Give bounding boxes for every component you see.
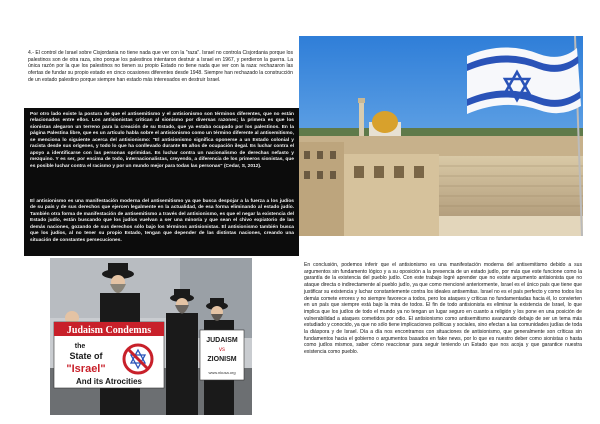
top-paragraph: 4.- El control de Israel sobre Cisjordania no tiene nada que ver con la "raza". Israel no controla Cisjordania porque los palestinos son de otra raza, sino porque los palestinos intentaron destruir a Israel en 1967, y perdieron la guerra. La única razón por la que los palestinos no tienen su propio Estado no tiene nada que ver con la raza: rechazaron las ofertas de fundar su propio estado en cinco ocasiones diferentes desde 1948. Siempre han rechazado la construcción de un estado palestino porque siempre han estado más interesados en destruir Israel. — [28, 50, 293, 83]
protest-photo — [50, 258, 252, 415]
protest-sign-side — [200, 330, 244, 380]
side-sign-web: www.nkusa.org — [208, 370, 236, 375]
side-sign-line3: ZIONISM — [207, 356, 237, 363]
protest-sign-main — [54, 322, 164, 388]
sign-line3: State of — [69, 351, 103, 361]
conclusion-paragraph: En conclusión, podemos inferir que el antisionismo es una manifestación moderna del antisemitismo debido a sus argumentos sin fundamento lógico y a su oposición a la presencia de un estado judío, por más que este funcione como la garantía de la existencia del pueblo judío. Con este trabajo logré aprender que no existe argumento antisionista que no ataque directa o indirectamente al pueblo judío, ya que como mencioné anteriormente, Israel es el único país que tiene que justificar su existencia y luchar constantemente contra los ideales antisemitas. Israel no es el país perfecto y como todos los demás comete errores y no siempre favorece a todos, pero los ataques y críticas no fundamentadas hacia él, lo convierten en un país que siempre está bajo la mira de todos. El fin de todo antisionista es eliminar la existencia de Israel, lo que implica que los judíos de todo el mundo ya no tengan un lugar seguro en cuanto a religión y los pone en una posición de vulnerabilidad a ataques cometidos por odio. El antisionismo como antisemitismo avanzando debajo de ser un tema más estudiado y conocido, ya que no sólo tiene implicaciones políticas y sociales, sino efectan a las comunidades judías de toda la diáspora y de Israel. Día a día nos encontramos con situaciones de antisionismo, que generalmente son críticas sin fundamentos hacia el gobierno o argumentos basados en fake news, por lo que es nuestro deber como sionistas o hasta como judíos mismos, saber cómo reaccionar para seguir teniendo un Estado que nos acoja y que garantice nuestra existencia como pueblo. — [304, 262, 582, 356]
jerusalem-flag-photo — [299, 36, 583, 236]
band-paragraph-2: El antisionismo es una manifestación moderna del antisemitismo ya que busca despojar a la fuerza a los judíos de su país y de sus derechos que ejercen legalmente en la actualidad, de esa forma eliminando al estado judío. También otra forma de manifestación de antisemitismo a través del antisionismo, es que el negar la existencia del Estado judío, están buscando que los judíos vuelvan a ser una minoría y que sean el chivo expiatorio de las demás naciones, gozando de sus derechos sólo bajo los términos antisionistas. El antisionismo también busca que los judíos, al no tener su propio Estado, tengan que depender de las distintas naciones, creando una situación de constantes persecuciones. — [30, 199, 294, 243]
sign-line1: Judaism Condemns — [66, 325, 152, 336]
side-sign-line2: vs — [219, 347, 225, 353]
band-paragraph-1: Por otro lado existe la postura de que el antisemitismo y el antisionismo son términos diferentes, que no están relacionados entre ellos. Los antisionistas critican al sionismo por diversas razones; la primera es que los sionistas alegaron un terreno para la creación de su Estado, que ya estaba ocupado por los palestinos. En la página Palestina libre, que es un artículo habla sobre el antisionismo como un término diferente al antisemitismo, se menciona lo siguiente acerca del antisionismo: "El antisionismo significa oponerse a un Estado colonial y racista desde sus orígenes, y todo lo que ha conllevado durante 65 años de ocupación ilegal. Es luchar contra el apoyo a identificarse con las personas oprimidas. Es luchar contra un nacionalismo de derechas nefasto y mezquino. Y es ser, por encima de todo, internacionalistas, creyendo, a diferencia de los primeros sionistas, que es posible luchar contra el racismo y por un mundo mejor para todas las personas" (Cedar, S, 2012). — [30, 112, 294, 169]
sign-line5: And its Atrocities — [76, 377, 142, 386]
black-quote-band — [24, 108, 299, 256]
golden-dome — [372, 111, 398, 133]
israeli-flag — [467, 47, 581, 114]
side-sign-line1: JUDAISM — [206, 337, 238, 344]
sign-line4: "Israel" — [66, 363, 106, 375]
sign-line2: the — [74, 343, 86, 350]
